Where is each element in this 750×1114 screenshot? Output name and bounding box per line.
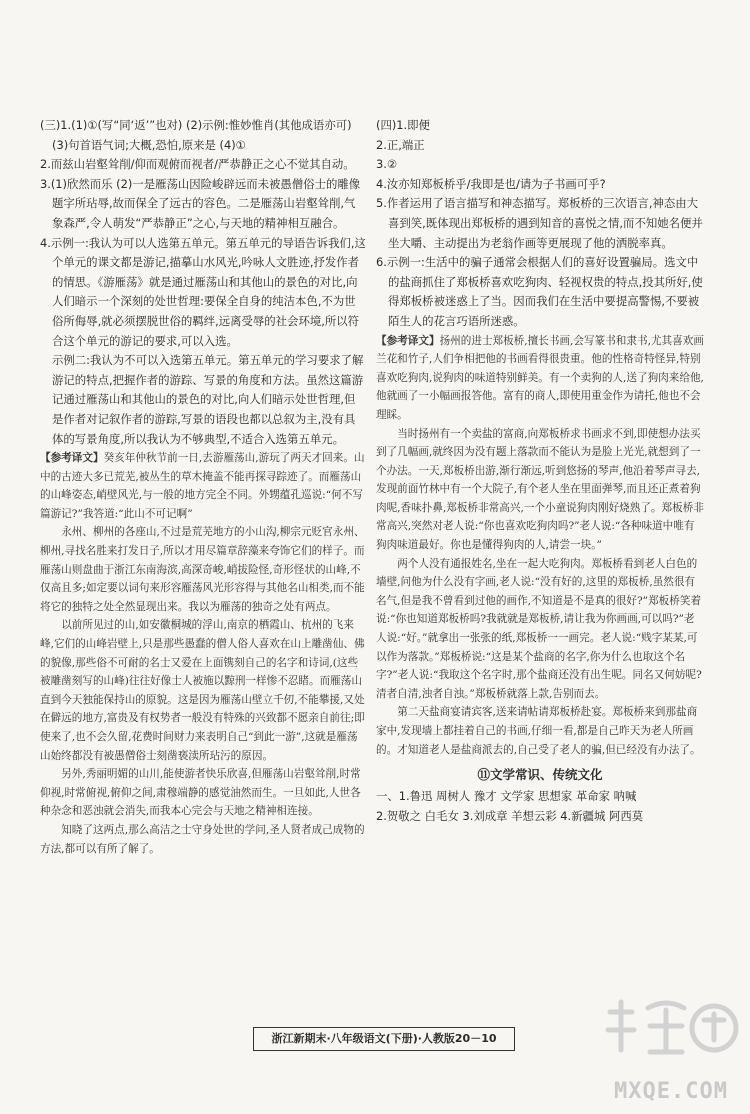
- right-translation: [376, 332, 704, 760]
- section-title: ⑪文学常识、传统文化: [477, 767, 603, 783]
- left-answers: [40, 116, 366, 449]
- translation-label: 【参考译文】: [40, 452, 104, 465]
- right-answers: [376, 116, 704, 332]
- translation-paragraph: 永州、柳州的各座山,不过是荒芜地方的小山沟,柳宗元贬官永州、柳州,寻找名胜来打发日子,所以才用尽篇章辞藻来夸饰它们的样子。而雁荡山则盘曲于浙江东南海滨,高深奇峻,峭拔险怪,奇形怪状的山峰,不仅高且多;如定要以词句来形容雁荡风光形容得与其他名山相类,而不能将它的独特之处全然显现出来。我以为雁荡的独奇之处有两点。: [40, 526, 365, 613]
- watermark-text: MXQE.COM: [614, 1079, 728, 1104]
- answer-item: 5.作者运用了语言描写和神态描写。郑板桥的三次语言,神态由大喜到笑,既体现出郑板桥的遇到知音的喜悦之情,而不知她名便并坐大嚼、主动提出为老翁作画等更展现了他的洒脱率真。: [376, 196, 703, 250]
- translation-paragraph: 癸亥年仲秋节前一日,去游雁荡山,游玩了两天才回来。山中的古迹大多已荒芜,被丛生的草木掩盖不能再探寻踪迹了。而雁荡山的山峰姿态,峭壁风光,与一般的地方完全不同。外甥蕴孔巡说:“何不写篇游记?”我答道:“此山不可记啊”: [40, 452, 365, 520]
- right-column: [376, 116, 704, 826]
- answer-item: (四)1.即便: [376, 118, 430, 132]
- left-translation: [40, 449, 366, 858]
- left-column: [40, 116, 366, 858]
- translation-paragraph: 另外,秀丽明媚的山川,能使游者快乐欣喜,但雁荡山岩壑耸削,时常仰视,时常俯视,俯仰之间,肃穆端静的感觉油然而生。一旦如此,人世各种杂念和恶浊就会消失,而我本心完会与天地之精神相连接。: [40, 768, 361, 818]
- section-line: 一、1.鲁迅 周树人 豫才 文学家 思想家 革命家 呐喊: [376, 789, 637, 804]
- translation-paragraph: 以前所见过的山,如安徽桐城的浮山,南京的栖霞山、杭州的飞来峰,它们的山峰岩壁上,只是那些愚蠢的僧人俗人喜欢在山上雕凿仙、佛的貌像,那些俗不可耐的名士又爱在上面镌刻自己的名字和诗词,(这些被雕凿刻写的山峰)往往好像士人被施以黥刑一样惨不忍睹。而雁荡山直到今天独能保持山的原貌。这是因为雁荡山壁立千仞,不能攀援,又处在僻远的地方,富贵及有权势者一般没有特殊的兴致都不愿亲自前往;即使来了,也不会久留,花费时间财力来表明自己“到此一游”,这就是雁荡山始终都没有被愚僧俗士刻凿亵渎所玷污的原因。: [40, 619, 365, 762]
- answer-item: (三)1.(1)①(写“同‘返’”也对) (2)示例:惟妙惟肖(其他成语亦可) (3)句首语气词;大概,恐怕,原来是 (4)①: [40, 118, 352, 152]
- answer-item: 示例二:我认为不可以入选第五单元。第五单元的学习要求了解游记的特点,把握作者的游踪、写景的角度和方法。虽然这篇游记通过雁荡山和其他山的景色的对比,向人们暗示处世哲理,但是作者对记叙作者的游踪,写景的语段也都以总叙为主,没有具体的写景角度,所以我认为不够典型,不适合入选第五单元。: [52, 353, 364, 446]
- translation-paragraph: 当时扬州有一个卖盐的富商,向郑板桥求书画求不到,即使想办法买到了几幅画,就终因为没有题上落款而不能认为是脸上光光,就想到了一个办法。一天,郑板桥出游,渐行渐远,听到悠扬的琴声,他沿着琴声寻去,发现前面竹林中有一个大院子,有个老人坐在里面弹琴,而且还正煮着狗肉呢,香味扑鼻,郑板桥非常高兴,一个小童说狗肉刚好烧熟了。郑板桥非常高兴,突然对老人说:“你也喜欢吃狗肉吗?”老人说:“各种味道中唯有狗肉味道最好。你也是懂得狗肉的人,请尝一块。”: [376, 427, 704, 552]
- answer-item: 2.正,端正: [376, 137, 425, 152]
- section-line: 2.贺敬之 白毛女 3.刘成章 羊想云彩 4.新疆城 阿西莫: [376, 808, 644, 823]
- answer-item: 2.而兹山岩壑耸削/仰而观俯而视者/严恭静正之心不觉其自动。: [40, 157, 355, 172]
- translation-paragraph: 两个人没有通报姓名,坐在一起大吃狗肉。郑板桥看到老人白色的墙壁,问他为什么没有字画,老人说:“没有好的,这里的郑板桥,虽然很有名气,但是我不曾看到过他的画作,不知道是不是真的很好?”郑板桥笑着说:“你也知道郑板桥吗?我就就是郑板桥,请让我为你画画,可以吗?”老人说:“好。”就拿出一张张的纸,郑板桥一一画完。老人说:“贱字某某,可以作为落款。”郑板桥说:“这是某个盐商的名字,你为什么也取这个名字?”老人说:“我取这个名字时,那个盐商还没有出生呢。同名又何妨呢?清者自清,浊者自浊。”郑板桥就落上款,告别而去。: [376, 557, 702, 700]
- translation-paragraph: 扬州的进士郑板桥,擅长书画,会写篆书和隶书,尤其喜欢画兰花和竹子,人们争相把他的书画看得很贵重。他的性格奇特怪异,特别喜欢吃狗肉,说狗肉的味道特别鲜美。有一个卖狗的人,送了狗肉来给他,他就画了一小幅画报答他。富有的商人,即使用重金作为请托,他也不会理睬。: [376, 334, 704, 421]
- answer-item: 3.②: [376, 157, 398, 172]
- translation-paragraph: 知晓了这两点,那么高洁之士守身处世的学问,圣人贤者成己成物的方法,都可以有所了解了。: [40, 823, 365, 855]
- page-footer: 浙江新期末·八年级语文(下册)·人教版20－10: [253, 1027, 515, 1051]
- answer-item: 6.示例一:生活中的骗子通常会根据人们的喜好设置骗局。选文中的盐商抓住了郑板桥喜欢吃狗肉、轻视权贵的特点,投其所好,使得郑板桥被迷惑上了当。因而我们在生活中要提高警惕,不要被陌生人的花言巧语所迷惑。: [376, 255, 703, 328]
- translation-paragraph: 第二天盐商宴请宾客,送来请帖请郑板桥赴宴。郑板桥来到那盐商家中,发现墙上都挂着自己的书画,仔细一看,都是自己昨天为老人所画的。才知道老人是盐商派去的,自己受了老人的骗,但已经没有办法了。: [376, 706, 701, 756]
- answer-item: 3.(1)欣然而乐 (2)一是雁荡山因险峻辟远而未被愚僧俗士的雕像题字所玷辱,故而保全了远古的容色。二是雁荡山岩壑耸削,气象森严,令人萌发“严恭静正”之心,与天地的精神相互融合。: [40, 176, 361, 230]
- answer-item: 4.示例一:我认为可以人选第五单元。第五单元的导语告诉我们,这个单元的课文都是游记,描摹山水风光,吟咏人文胜迹,抒发作者的情思。《游雁荡》就是通过雁荡山和其他山的景色的对比,向人们暗示一个深刻的处世哲理:要保全自身的纯洁本色,不为世俗所侮辱,就必须摆脱世俗的羁绊,远离受辱的社会环境,所以符合这个单元的游记的要求,可以入选。: [40, 235, 366, 348]
- watermark-logo-icon: [596, 990, 746, 1080]
- translation-label: 【参考译文】: [376, 334, 440, 347]
- watermark: [596, 990, 746, 1108]
- answer-item: 4.汝亦知郑板桥乎/我即是也/请为子书画可乎?: [376, 176, 606, 191]
